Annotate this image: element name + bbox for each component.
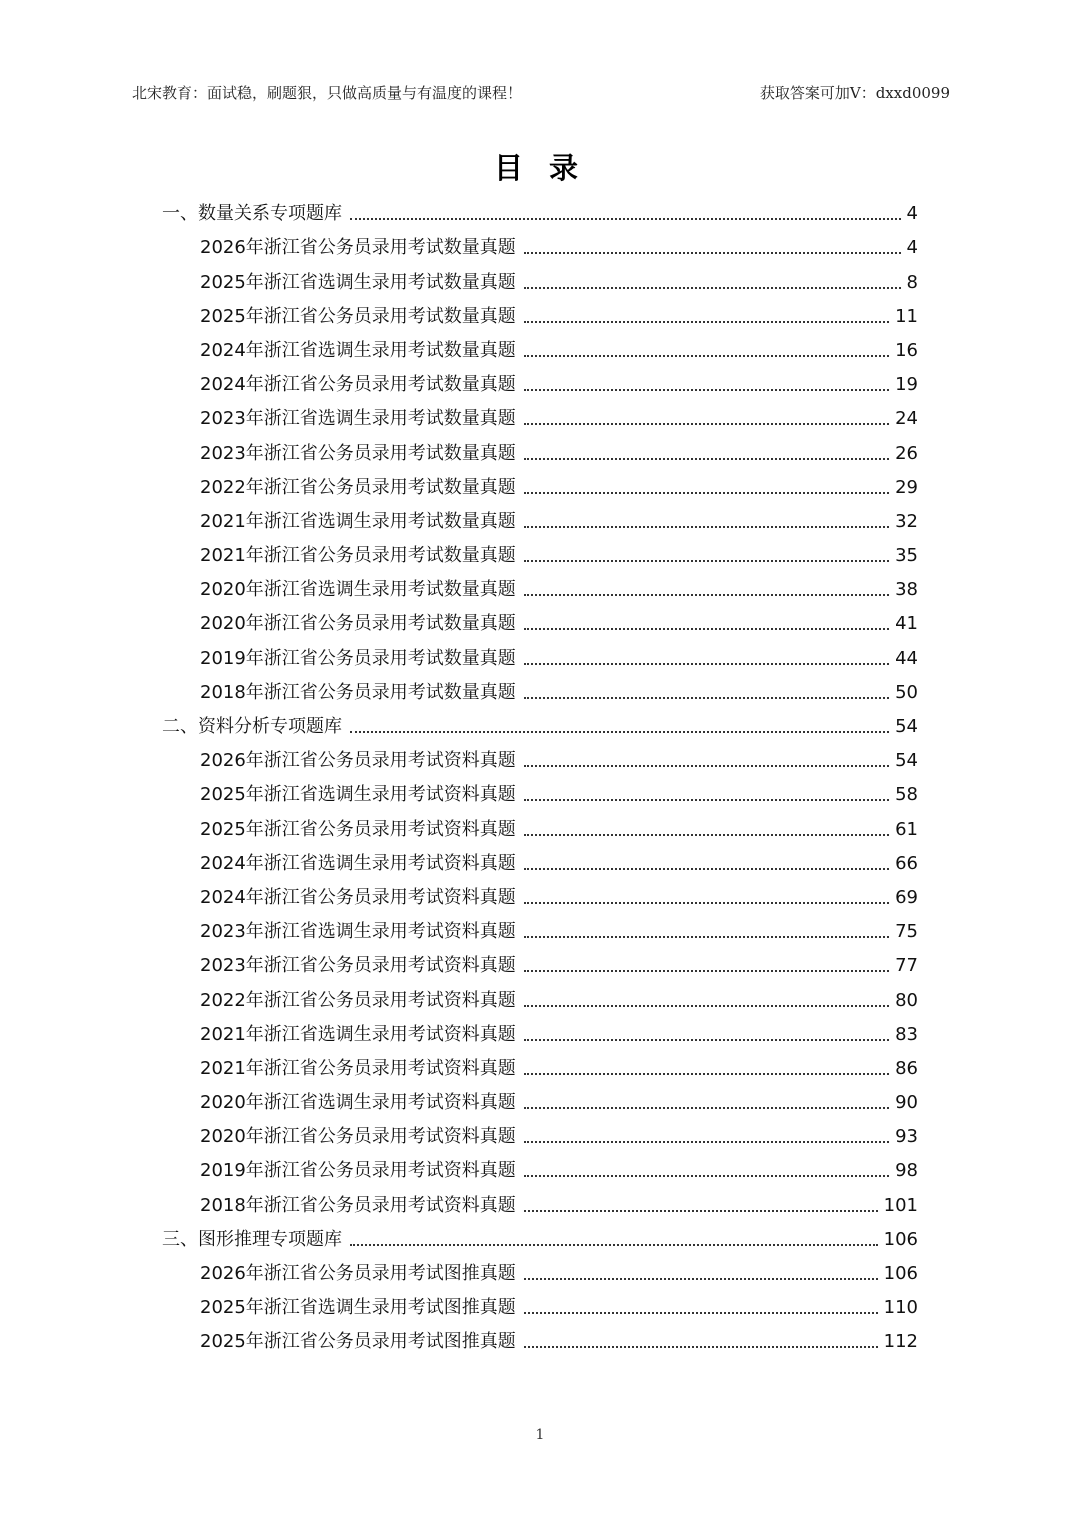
toc-entry-label: 2020年浙江省公务员录用考试数量真题 xyxy=(200,613,516,635)
toc-dot-leader xyxy=(524,458,889,460)
toc-entry-page: 50 xyxy=(895,681,918,703)
toc-dot-leader xyxy=(524,628,889,630)
toc-entry[interactable] xyxy=(162,432,918,466)
toc-entry-page: 101 xyxy=(883,1194,918,1216)
toc-entry[interactable] xyxy=(162,877,918,911)
toc-entry-page: 54 xyxy=(895,750,918,772)
toc-dot-leader xyxy=(524,1141,889,1143)
toc-entry-label: 一、数量关系专项题库 xyxy=(162,203,342,225)
toc-dot-leader xyxy=(524,526,889,528)
toc-entry-label: 2019年浙江省公务员录用考试数量真题 xyxy=(200,647,516,669)
toc-entry[interactable] xyxy=(162,1014,918,1048)
toc-entry[interactable] xyxy=(162,1150,918,1184)
toc-entry[interactable] xyxy=(162,1082,918,1116)
toc-entry-page: 35 xyxy=(895,545,918,567)
toc-entry[interactable] xyxy=(162,945,918,979)
toc-entry-label: 2021年浙江省公务员录用考试数量真题 xyxy=(200,545,516,567)
toc-entry-page: 69 xyxy=(895,886,918,908)
toc-dot-leader xyxy=(350,731,889,733)
toc-entry-label: 2025年浙江省选调生录用考试数量真题 xyxy=(200,271,516,293)
toc-entry-page: 41 xyxy=(895,613,918,635)
toc-dot-leader xyxy=(524,799,889,801)
toc-entry[interactable] xyxy=(162,1253,918,1287)
toc-dot-leader xyxy=(524,492,889,494)
toc-entry-label: 2023年浙江省公务员录用考试资料真题 xyxy=(200,955,516,977)
toc-entry[interactable] xyxy=(162,740,918,774)
toc-entry-page: 32 xyxy=(895,510,918,532)
toc-dot-leader xyxy=(524,1039,889,1041)
toc-entry[interactable] xyxy=(162,774,918,808)
toc-dot-leader xyxy=(524,1107,889,1109)
toc-dot-leader xyxy=(524,697,889,699)
toc-entry[interactable] xyxy=(162,1321,918,1355)
toc-dot-leader xyxy=(524,936,889,938)
toc-dot-leader xyxy=(524,423,889,425)
toc-entry-page: 61 xyxy=(895,818,918,840)
header-contact: 获取答案可加V：dxxd0099 xyxy=(759,84,950,102)
toc-entry[interactable] xyxy=(162,843,918,877)
toc-dot-leader xyxy=(524,560,889,562)
toc-dot-leader xyxy=(524,321,889,323)
toc-entry-label: 2023年浙江省选调生录用考试数量真题 xyxy=(200,408,516,430)
toc-entry[interactable] xyxy=(162,911,918,945)
toc-entry-page: 86 xyxy=(895,1057,918,1079)
toc-entry[interactable] xyxy=(162,501,918,535)
toc-entry-page: 26 xyxy=(895,442,918,464)
toc-entry-page: 24 xyxy=(895,408,918,430)
toc-dot-leader xyxy=(524,868,889,870)
page-number: 1 xyxy=(535,1427,545,1443)
toc-entry-page: 8 xyxy=(906,271,918,293)
toc-entry[interactable] xyxy=(162,398,918,432)
toc-entry-page: 77 xyxy=(895,955,918,977)
toc-entry-label: 2024年浙江省选调生录用考试资料真题 xyxy=(200,852,516,874)
toc-entry-page: 4 xyxy=(906,237,918,259)
toc-entry[interactable] xyxy=(162,637,918,671)
toc-entry-label: 2025年浙江省公务员录用考试图推真题 xyxy=(200,1331,516,1353)
toc-dot-leader xyxy=(524,1175,889,1177)
toc-section-entry[interactable] xyxy=(162,706,918,740)
toc-entry-label: 2025年浙江省选调生录用考试资料真题 xyxy=(200,784,516,806)
toc-entry-label: 2021年浙江省选调生录用考试数量真题 xyxy=(200,510,516,532)
toc-entry[interactable] xyxy=(162,979,918,1013)
toc-entry-page: 11 xyxy=(895,305,918,327)
toc-entry-page: 38 xyxy=(895,579,918,601)
toc-entry-page: 16 xyxy=(895,339,918,361)
toc-entry[interactable] xyxy=(162,808,918,842)
toc-entry-page: 98 xyxy=(895,1160,918,1182)
toc-entry-page: 75 xyxy=(895,921,918,943)
toc-entry-page: 90 xyxy=(895,1092,918,1114)
toc-entry[interactable] xyxy=(162,467,918,501)
toc-entry[interactable] xyxy=(162,1116,918,1150)
toc-entry-page: 83 xyxy=(895,1023,918,1045)
toc-title: 目 录 xyxy=(493,151,587,185)
toc-dot-leader xyxy=(524,1312,878,1314)
toc-entry-page: 54 xyxy=(895,716,918,737)
toc-dot-leader xyxy=(524,1005,889,1007)
toc-entry[interactable] xyxy=(162,603,918,637)
toc-entry-label: 2024年浙江省选调生录用考试数量真题 xyxy=(200,339,516,361)
toc-entry[interactable] xyxy=(162,672,918,706)
toc-dot-leader xyxy=(350,1244,878,1246)
toc-dot-leader xyxy=(350,218,901,220)
toc-dot-leader xyxy=(524,389,889,391)
toc-entry-label: 2025年浙江省选调生录用考试图推真题 xyxy=(200,1297,516,1319)
toc-entry-label: 2019年浙江省公务员录用考试资料真题 xyxy=(200,1160,516,1182)
toc-entry[interactable] xyxy=(162,1287,918,1321)
toc-entry-page: 112 xyxy=(883,1331,918,1353)
toc-entry-label: 2020年浙江省选调生录用考试数量真题 xyxy=(200,579,516,601)
toc-section-entry[interactable] xyxy=(162,193,918,227)
toc-dot-leader xyxy=(524,287,901,289)
toc-entry[interactable] xyxy=(162,569,918,603)
toc-entry-page: 4 xyxy=(906,203,918,225)
toc-entry-label: 二、资料分析专项题库 xyxy=(162,716,342,737)
toc-dot-leader xyxy=(524,1346,878,1348)
toc-dot-leader xyxy=(524,1210,878,1212)
toc-entry-label: 三、图形推理专项题库 xyxy=(162,1228,342,1250)
toc-entry-page: 58 xyxy=(895,784,918,806)
toc-entry-page: 29 xyxy=(895,476,918,498)
toc-entry-page: 66 xyxy=(895,852,918,874)
toc-entry-page: 106 xyxy=(883,1263,918,1284)
toc-entry[interactable] xyxy=(162,227,918,261)
toc-entry-label: 2020年浙江省公务员录用考试资料真题 xyxy=(200,1126,516,1148)
toc-entry[interactable] xyxy=(162,535,918,569)
toc-entry[interactable] xyxy=(162,1048,918,1082)
toc-entry-label: 2022年浙江省公务员录用考试资料真题 xyxy=(200,989,516,1011)
toc-entry-page: 110 xyxy=(883,1297,918,1319)
page-header xyxy=(132,82,950,106)
toc-entry[interactable] xyxy=(162,261,918,295)
toc-dot-leader xyxy=(524,765,889,767)
toc-dot-leader xyxy=(524,834,889,836)
toc-entry-label: 2021年浙江省公务员录用考试资料真题 xyxy=(200,1057,516,1079)
table-of-contents xyxy=(162,193,918,1355)
toc-entry-label: 2026年浙江省公务员录用考试资料真题 xyxy=(200,750,516,772)
toc-dot-leader xyxy=(524,970,889,972)
toc-dot-leader xyxy=(524,594,889,596)
toc-entry-label: 2022年浙江省公务员录用考试数量真题 xyxy=(200,476,516,498)
toc-entry-label: 2025年浙江省公务员录用考试资料真题 xyxy=(200,818,516,840)
toc-entry-page: 19 xyxy=(895,374,918,396)
toc-entry-label: 2024年浙江省公务员录用考试数量真题 xyxy=(200,374,516,396)
toc-dot-leader xyxy=(524,252,901,254)
toc-entry-label: 2020年浙江省选调生录用考试资料真题 xyxy=(200,1092,516,1114)
toc-entry-label: 2026年浙江省公务员录用考试数量真题 xyxy=(200,237,516,259)
toc-entry-page: 80 xyxy=(895,989,918,1011)
toc-entry-label: 2018年浙江省公务员录用考试资料真题 xyxy=(200,1194,516,1216)
toc-dot-leader xyxy=(524,902,889,904)
header-slogan: 北宋教育：面试稳，刷题狠，只做高质量与有温度的课程！ xyxy=(132,84,523,102)
toc-entry-label: 2018年浙江省公务员录用考试数量真题 xyxy=(200,681,516,703)
toc-entry-page: 106 xyxy=(883,1228,918,1250)
toc-entry-label: 2021年浙江省选调生录用考试资料真题 xyxy=(200,1023,516,1045)
toc-entry[interactable] xyxy=(162,330,918,364)
toc-dot-leader xyxy=(524,355,889,357)
toc-entry-label: 2023年浙江省公务员录用考试数量真题 xyxy=(200,442,516,464)
toc-dot-leader xyxy=(524,1073,889,1075)
toc-entry-label: 2024年浙江省公务员录用考试资料真题 xyxy=(200,886,516,908)
toc-entry-label: 2023年浙江省选调生录用考试资料真题 xyxy=(200,921,516,943)
toc-entry-page: 44 xyxy=(895,647,918,669)
toc-dot-leader xyxy=(524,1278,878,1280)
toc-entry[interactable] xyxy=(162,1184,918,1218)
toc-entry-label: 2026年浙江省公务员录用考试图推真题 xyxy=(200,1263,516,1284)
toc-entry-label: 2025年浙江省公务员录用考试数量真题 xyxy=(200,305,516,327)
toc-section-entry[interactable] xyxy=(162,1219,918,1253)
toc-entry-page: 93 xyxy=(895,1126,918,1148)
toc-entry[interactable] xyxy=(162,296,918,330)
toc-entry[interactable] xyxy=(162,364,918,398)
toc-dot-leader xyxy=(524,663,889,665)
